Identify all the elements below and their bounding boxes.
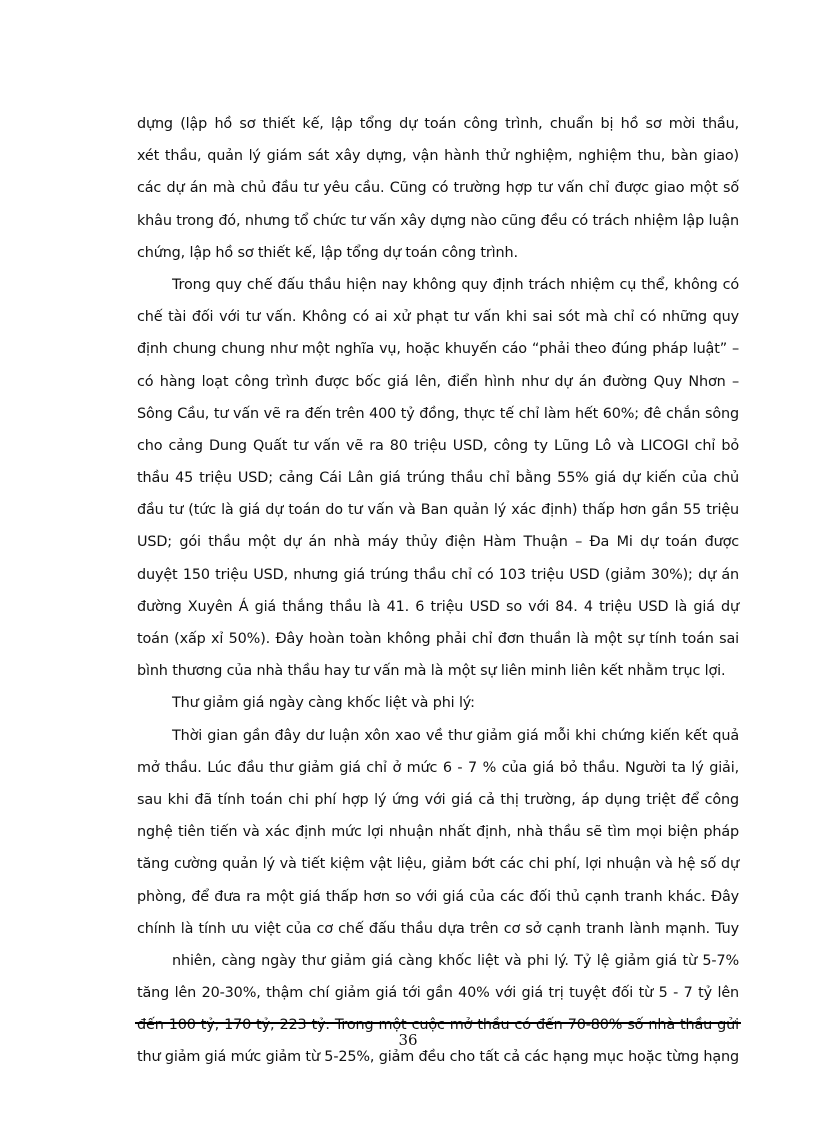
text-line: chứng, lập hồ sơ thiết kế, lập tổng dự toán công trình. bbox=[137, 244, 518, 261]
text-line: nghệ tiên tiến và xác định mức lợi nhuận nhất định, nhà thầu sẽ tìm mọi biện pháp bbox=[137, 824, 739, 841]
text-line: đến 100 tỷ, 170 tỷ, 223 tỷ. Trong một cuộc mở thầu có đến 70-80% số nhà thầu gửi bbox=[137, 1017, 739, 1034]
page-number: 36 bbox=[398, 1031, 418, 1049]
text-line: USD; gói thầu một dự án nhà máy thủy điện Hàm Thuận – Đa Mi dự toán được bbox=[137, 534, 739, 551]
text-line: xét thầu, quản lý giám sát xây dựng, vận hành thử nghiệm, nghiệm thu, bàn giao) bbox=[137, 148, 739, 165]
text-line: thư giảm giá mức giảm từ 5-25%, giảm đều cho tất cả các hạng mục hoặc từng hạng bbox=[137, 1049, 739, 1066]
text-line: phòng, để đưa ra một giá thấp hơn so với giá của các đối thủ cạnh tranh khác. Đây bbox=[137, 888, 739, 905]
text-line: mở thầu. Lúc đầu thư giảm giá chỉ ở mức 6 - 7 % của giá bỏ thầu. Người ta lý giải, bbox=[137, 759, 739, 776]
text-line: thầu 45 triệu USD; cảng Cái Lân giá trúng thầu chỉ bằng 55% giá dự kiến của chủ bbox=[137, 470, 739, 487]
text-line: Sông Cầu, tư vấn vẽ ra đến trên 400 tỷ đồng, thực tế chỉ làm hết 60%; đê chắn sông bbox=[137, 405, 739, 422]
text-line: Thời gian gần đây dư luận xôn xao về thư giảm giá mỗi khi chứng kiến kết quả bbox=[172, 727, 739, 744]
text-line: có hàng loạt công trình được bốc giá lên, điển hình như dự án đường Quy Nhơn – bbox=[137, 373, 739, 390]
footer-divider bbox=[135, 1022, 741, 1024]
text-line: khâu trong đó, nhưng tổ chức tư vấn xây dựng nào cũng đều có trách nhiệm lập luận bbox=[137, 212, 739, 229]
text-line: định chung chung như một nghĩa vụ, hoặc khuyến cáo “phải theo đúng pháp luật” – bbox=[137, 341, 739, 358]
text-line: duyệt 150 triệu USD, nhưng giá trúng thầu chỉ có 103 triệu USD (giảm 30%); dự án bbox=[137, 566, 739, 583]
text-line: nhiên, càng ngày thư giảm giá càng khốc liệt và phi lý. Tỷ lệ giảm giá từ 5-7% bbox=[172, 952, 739, 969]
text-line: chế tài đối với tư vấn. Không có ai xử phạt tư vấn khi sai sót mà chỉ có những quy bbox=[137, 309, 739, 326]
text-line: sau khi đã tính toán chi phí hợp lý ứng với giá cả thị trường, áp dụng triệt để công bbox=[137, 791, 739, 808]
text-line: đầu tư (tức là giá dự toán do tư vấn và Ban quản lý xác định) thấp hơn gần 55 triệu bbox=[137, 502, 739, 519]
text-line: cho cảng Dung Quất tư vấn vẽ ra 80 triệu USD, công ty Lũng Lô và LICOGI chỉ bỏ bbox=[137, 437, 739, 454]
text-line: bình thương của nhà thầu hay tư vấn mà là một sự liên minh liên kết nhằm trục lợi. bbox=[137, 663, 726, 680]
text-line: toán (xấp xỉ 50%). Đây hoàn toàn không phải chỉ đơn thuần là một sự tính toán sai bbox=[137, 631, 739, 647]
text-line: Trong quy chế đấu thầu hiện nay không quy định trách nhiệm cụ thể, không có bbox=[172, 276, 739, 293]
body-text bbox=[137, 108, 739, 1074]
text-line: tăng cường quản lý và tiết kiệm vật liệu, giảm bớt các chi phí, lợi nhuận và hệ số dự bbox=[137, 856, 739, 873]
text-line: dựng (lập hồ sơ thiết kế, lập tổng dự toán công trình, chuẩn bị hồ sơ mời thầu, bbox=[137, 116, 739, 132]
text-line: tăng lên 20-30%, thậm chí giảm giá tới gần 40% với giá trị tuyệt đối từ 5 - 7 tỷ lên bbox=[137, 985, 739, 1002]
section-heading: Thư giảm giá ngày càng khốc liệt và phi lý: bbox=[172, 695, 475, 712]
text-line: chính là tính ưu việt của cơ chế đấu thầu dựa trên cơ sở cạnh tranh lành mạnh. Tuy bbox=[137, 920, 739, 937]
text-line: các dự án mà chủ đầu tư yêu cầu. Cũng có trường hợp tư vấn chỉ được giao một số bbox=[137, 180, 739, 197]
text-line: đường Xuyên Á giá thắng thầu là 41. 6 triệu USD so với 84. 4 triệu USD là giá dự bbox=[137, 598, 739, 615]
